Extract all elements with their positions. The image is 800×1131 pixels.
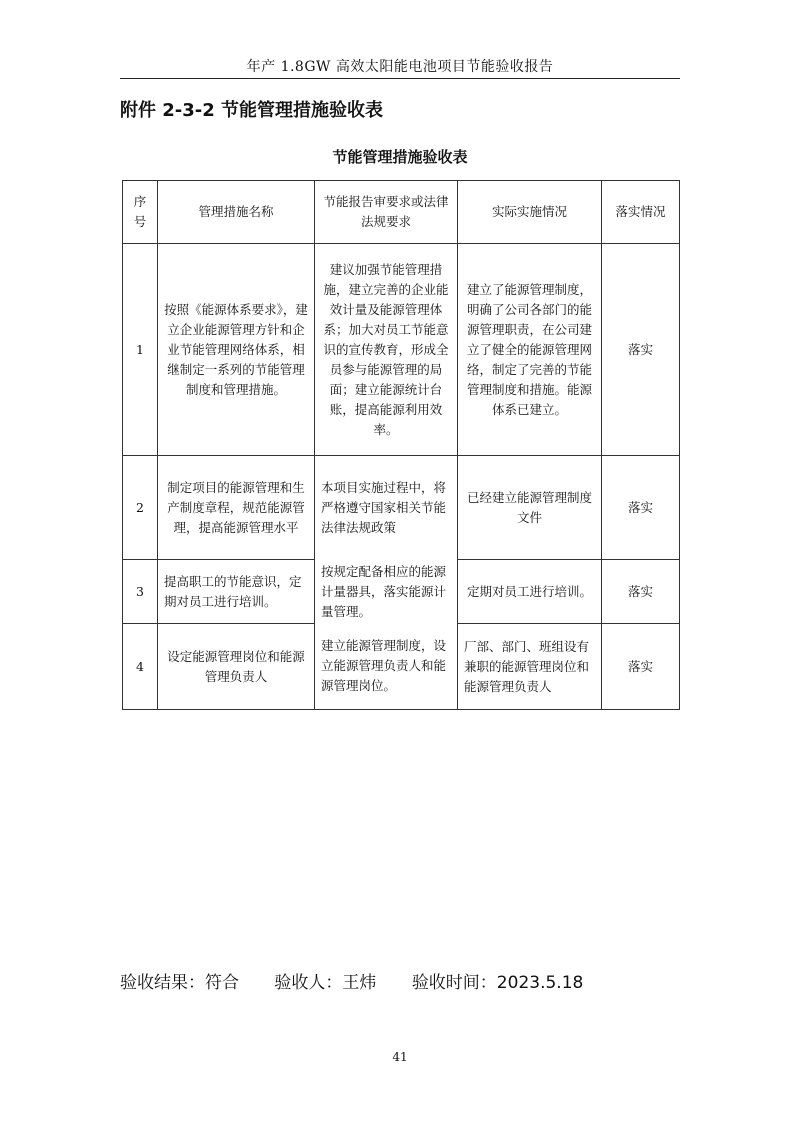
column-header-status: 落实情况 [602, 181, 680, 244]
row-number: 3 [123, 560, 158, 624]
header-divider [120, 78, 680, 79]
column-header-name: 管理措施名称 [158, 181, 315, 244]
requirement: 本项目实施过程中，将严格遵守国家相关节能法律法规政策 [315, 456, 458, 560]
row-number: 2 [123, 456, 158, 560]
measure-name: 设定能源管理岗位和能源管理负责人 [158, 624, 315, 710]
measure-name: 提高职工的节能意识，定期对员工进行培训。 [158, 560, 315, 624]
table-header-row [123, 181, 680, 244]
table-row [123, 456, 680, 560]
table-title: 节能管理措施验收表 [332, 148, 468, 166]
measures-table [122, 180, 680, 710]
row-number: 1 [123, 244, 158, 456]
implementation: 建立了能源管理制度，明确了公司各部门的能源管理职责，在公司建立了健全的能源管理网络，制定了完善的节能管理制度和措施。能源体系已建立。 [458, 244, 602, 456]
acceptance-result: 验收结果：符合 [120, 973, 239, 993]
column-header-no: 序号 [123, 181, 158, 244]
acceptance-date: 验收时间：2023.5.18 [411, 973, 584, 993]
requirement: 建立能源管理制度，设立能源管理负责人和能源管理岗位。 [315, 624, 458, 710]
status: 落实 [602, 560, 680, 624]
attachment-title: 附件 2-3-2 节能管理措施验收表 [120, 100, 384, 121]
status: 落实 [602, 244, 680, 456]
column-header-requirement: 节能报告审要求或法律法规要求 [315, 181, 458, 244]
implementation: 定期对员工进行培训。 [458, 560, 602, 624]
implementation: 厂部、部门、班组设有兼职的能源管理岗位和能源管理负责人 [458, 624, 602, 710]
acceptance-footer [120, 968, 680, 993]
requirement: 建议加强节能管理措施，建立完善的企业能效计量及能源管理体系；加大对员工节能意识的宣传教育，形成全员参与能源管理的局面；建立能源统计台账，提高能源利用效率。 [315, 244, 458, 456]
table-row [123, 244, 680, 456]
status: 落实 [602, 624, 680, 710]
status: 落实 [602, 456, 680, 560]
page-number: 41 [392, 1050, 408, 1064]
measure-name: 按照《能源体系要求》，建立企业能源管理方针和企业节能管理网络体系，相继制定一系列的节能管理制度和管理措施。 [158, 244, 315, 456]
column-header-implementation: 实际实施情况 [458, 181, 602, 244]
table-row [123, 624, 680, 710]
requirement: 按规定配备相应的能源计量器具，落实能源计量管理。 [315, 560, 458, 624]
implementation: 已经建立能源管理制度文件 [458, 456, 602, 560]
row-number: 4 [123, 624, 158, 710]
measure-name: 制定项目的能源管理和生产制度章程，规范能源管理，提高能源管理水平 [158, 456, 315, 560]
acceptance-inspector: 验收人：王炜 [274, 973, 377, 993]
page-header: 年产 1.8GW 高效太阳能电池项目节能验收报告 [246, 59, 554, 75]
table-row [123, 560, 680, 624]
